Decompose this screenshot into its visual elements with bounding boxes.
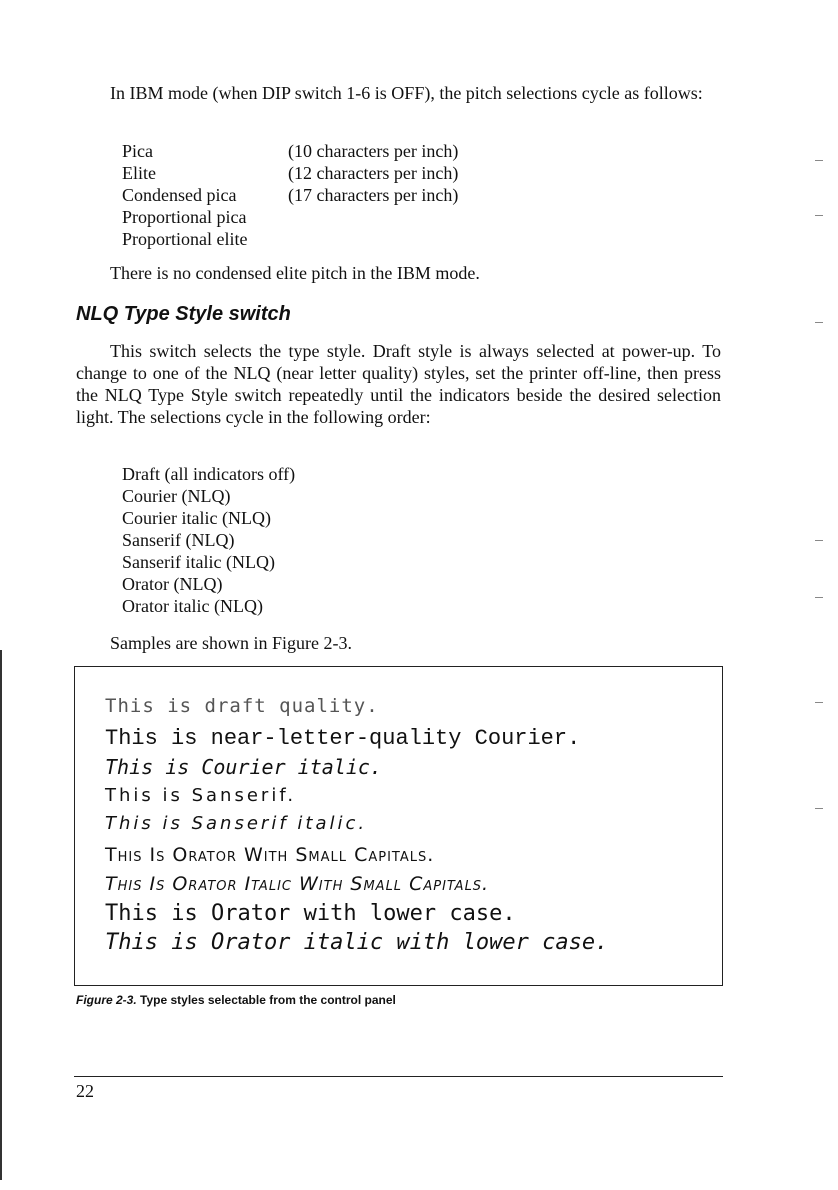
style-item: Courier (NLQ) — [122, 486, 231, 506]
style-item: Orator (NLQ) — [122, 574, 223, 594]
margin-mark — [815, 702, 823, 703]
intro-paragraph — [76, 82, 721, 104]
pitch-item — [122, 206, 458, 228]
caption-text: Type styles selectable from the control panel — [140, 993, 396, 1007]
samples-note: Samples are shown in Figure 2-3. — [110, 633, 352, 653]
sample-orator-italic-lower: This is Orator italic with lower case. — [105, 930, 609, 955]
figure-box — [74, 666, 723, 986]
pitch-name: Proportional elite — [122, 229, 248, 249]
pitch-desc: (17 characters per inch) — [288, 185, 459, 205]
no-condensed-note: There is no condensed elite pitch in the IBM mode. — [110, 263, 480, 283]
sample-orator-italic-caps: This Is Orator Italic With Small Capitals. — [105, 873, 490, 895]
margin-mark — [815, 160, 823, 161]
sample-courier: This is near-letter-quality Courier. — [105, 726, 581, 751]
pitch-name: Proportional pica — [122, 207, 247, 227]
style-item: Draft (all indicators off) — [122, 464, 296, 484]
margin-mark — [815, 215, 823, 216]
style-item: Sanserif (NLQ) — [122, 530, 235, 550]
section-paragraph — [76, 340, 721, 428]
margin-mark — [815, 540, 823, 541]
pitch-name: Elite — [122, 163, 156, 183]
page-number: 22 — [76, 1081, 94, 1101]
page-edge-line — [0, 650, 2, 1180]
style-item: Courier italic (NLQ) — [122, 508, 271, 528]
pitch-item — [122, 140, 458, 162]
intro-text: In IBM mode (when DIP switch 1-6 is OFF), the pitch selections cycle as follows: — [110, 83, 703, 103]
pitch-item — [122, 162, 458, 184]
pitch-item — [122, 228, 458, 250]
pitch-item — [122, 184, 458, 206]
figure-caption — [76, 993, 396, 1007]
section-text: This switch selects the type style. Draft style is always selected at power-up. To change to one of the NLQ (near letter quality) styles, set the printer off-line, then press the NLQ Type Style switch repeatedly until the indicators beside the desired selection light. The selections cycle in the following order: — [76, 341, 721, 427]
pitch-name: Pica — [122, 141, 153, 161]
pitch-desc: (12 characters per inch) — [288, 163, 459, 183]
pitch-desc: (10 characters per inch) — [288, 141, 459, 161]
caption-label: Figure 2-3. — [76, 993, 137, 1007]
sample-draft: This is draft quality. — [105, 695, 379, 717]
margin-mark — [815, 322, 823, 323]
sample-courier-italic: This is Courier italic. — [105, 755, 382, 779]
sample-orator-caps: This Is Orator With Small Capitals. — [105, 844, 435, 866]
pitch-list — [122, 140, 458, 250]
sample-orator-lower: This is Orator with lower case. — [105, 901, 516, 926]
style-item: Orator italic (NLQ) — [122, 596, 263, 616]
margin-mark — [815, 597, 823, 598]
footer-rule — [74, 1076, 723, 1077]
style-item: Sanserif italic (NLQ) — [122, 552, 275, 572]
margin-mark — [815, 808, 823, 809]
pitch-name: Condensed pica — [122, 185, 237, 205]
section-heading: NLQ Type Style switch — [76, 303, 291, 325]
sample-sanserif: This is Sanserif. — [105, 785, 297, 806]
sample-sanserif-italic: This is Sanserif italic. — [105, 813, 368, 834]
styles-list — [122, 463, 295, 617]
